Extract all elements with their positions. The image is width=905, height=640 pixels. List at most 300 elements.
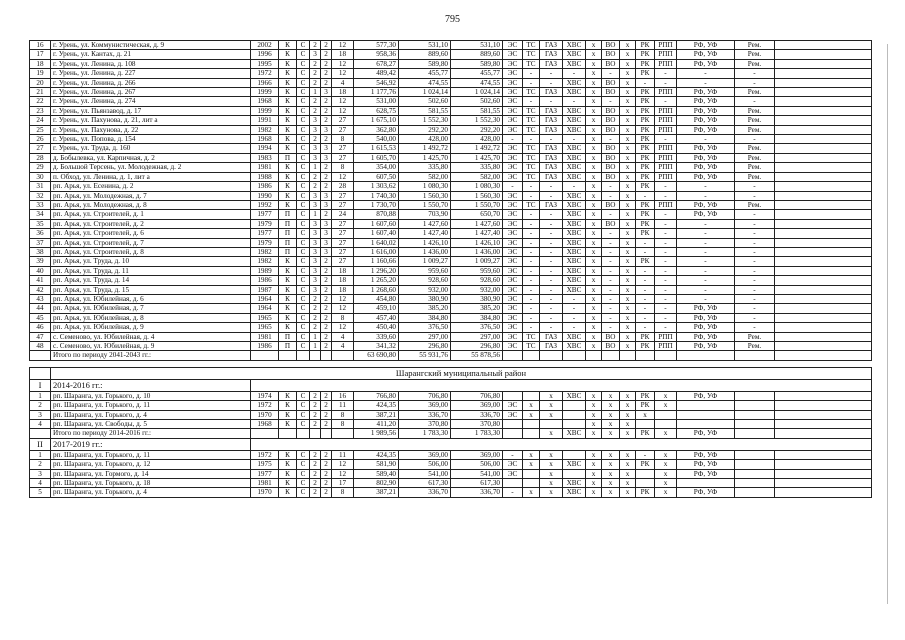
cell-a: 2 [310,410,321,419]
cell-year: 1964 [251,294,279,303]
cell-area1: 1 265,20 [354,276,399,285]
cell-year: 1977 [251,229,279,238]
cell-gaz: - [540,238,563,247]
cell-rpp: РПП [655,200,677,209]
period-row-2 [30,438,872,450]
cell-rk: РК [636,69,655,78]
cell-area2: 959,60 [399,266,451,275]
cell-area3: 1 492,72 [451,144,503,153]
cell-rk: - [636,285,655,294]
cell-wall: К [279,182,297,191]
cell-rk: РК [636,172,655,181]
cell-rpp: х [655,450,677,459]
cell-rf: РФ, УФ [677,323,735,332]
cell-addr: рп. Арья, ул. Труда, д. 14 [51,276,251,285]
cell-area1: 577,30 [354,41,399,50]
cell-year: 1981 [251,332,279,341]
cell-year: 2002 [251,41,279,50]
cell-x3: х [620,41,636,50]
cell-area2: 1 550,70 [399,200,451,209]
cell-a: 2 [310,323,321,332]
cell-cls: С [297,191,310,200]
cell-apts: 4 [332,332,354,341]
cell-ts: ТС [523,153,540,162]
cell-x3: х [620,153,636,162]
cell-addr: г. Урень, ул. Кантах, д. 21 [51,50,251,59]
cell-year: 1988 [251,172,279,181]
cell-hvs: - [563,97,586,106]
cell-empty [775,304,872,313]
cell-ts: - [523,304,540,313]
cell-hvs: ХВС [563,219,586,228]
cell-apts: 4 [332,78,354,87]
cell-area3: 1 080,30 [451,182,503,191]
cell-b: 2 [321,182,332,191]
cell-es: ЭС [503,285,523,294]
cell-n: 3 [30,410,51,419]
cell-empty [775,116,872,125]
cell-rf: РФ, УФ [677,41,735,50]
cell-es: ЭС [503,163,523,172]
cell-ts: - [523,276,540,285]
cell-area1: 531,00 [354,97,399,106]
cell-rem [735,420,775,429]
cell-area3: 428,00 [451,135,503,144]
cell-rpp: - [655,304,677,313]
cell-hvs: ХВС [563,257,586,266]
cell-year: 1964 [251,304,279,313]
cell-apts: 12 [332,323,354,332]
cell-gaz: - [540,97,563,106]
cell-rf: - [677,135,735,144]
cell-area1: 354,00 [354,163,399,172]
cell-rpp: РПП [655,116,677,125]
cell-rpp: - [655,229,677,238]
cell-gvs: х [586,313,602,322]
cell-es: ЭС [503,266,523,275]
cell-vo: ВО [602,50,620,59]
cell-wall: К [279,200,297,209]
cell-x3: х [620,219,636,228]
cell-vo: х [602,401,620,410]
cell-a: 3 [310,50,321,59]
cell-wall: К [279,144,297,153]
cell-ts: ТС [523,342,540,351]
cell-rk: РК [636,97,655,106]
cell-area2: 369,00 [399,450,451,459]
cell-ts: ТС [523,163,540,172]
cell-hvs: - [563,182,586,191]
cell-area2: 474,55 [399,78,451,87]
cell-area3: 1 560,30 [451,191,503,200]
cell-ts: ТС [523,200,540,209]
cell-cls: С [297,313,310,322]
cell-b: 2 [321,97,332,106]
cell-a: 2 [310,304,321,313]
cell-empty [775,342,872,351]
cell-vo: х [602,450,620,459]
period-label: 2017-2019 гг.: [51,438,251,450]
cell-cls: С [297,450,310,459]
cell-year: 1968 [251,97,279,106]
table-row [30,410,872,419]
cell-rem: - [735,238,775,247]
cell-a: 2 [310,41,321,50]
cell-b: 2 [321,323,332,332]
cell-rpp [655,420,677,429]
cell-area3: 384,80 [451,313,503,322]
cell-b: 2 [321,391,332,400]
cell-cls: С [297,332,310,341]
cell-gaz: ГАЗ [540,125,563,134]
cell-vo: ВО [602,200,620,209]
cell-empty [775,257,872,266]
cell-hvs: - [563,135,586,144]
cell-gaz: - [540,210,563,219]
cell-apts: 12 [332,41,354,50]
cell-cls: С [297,50,310,59]
cell-year: 1974 [251,391,279,400]
cell-cls: С [297,294,310,303]
cell-es: ЭС [503,125,523,134]
cell-ts [523,469,540,478]
cell-x3: х [620,78,636,87]
cell-es: ЭС [503,304,523,313]
cell-area2: 428,00 [399,135,451,144]
cell-gaz: - [540,285,563,294]
cell-cls: С [297,88,310,97]
cell-rpp: - [655,266,677,275]
district-header [30,360,872,391]
cell-b: 2 [321,294,332,303]
cell-apts: 11 [332,401,354,410]
cell-n: 20 [30,78,51,87]
cell-hvs: ХВС [563,276,586,285]
cell-hvs: ХВС [563,163,586,172]
cell-n: 35 [30,219,51,228]
cell-rpp [655,410,677,419]
table-row [30,257,872,266]
cell-addr: рп. Арья, ул. Юбилейная, д. 6 [51,294,251,303]
cell-gvs: х [586,59,602,68]
cell-rf: - [677,276,735,285]
cell-rem: Рем. [735,332,775,341]
cell-n: 46 [30,323,51,332]
cell-area2: 369,00 [399,401,451,410]
cell-ts: ТС [523,116,540,125]
cell-b: 2 [321,401,332,410]
cell-rk: - [636,323,655,332]
cell-ts: ТС [523,172,540,181]
cell-wall: К [279,391,297,400]
cell-rf: - [677,294,735,303]
cell-gvs: х [586,247,602,256]
period-number: II [30,438,51,450]
cell-gvs: х [586,191,602,200]
cell-x3: х [620,88,636,97]
cell-cls: С [297,106,310,115]
cell-apts: 12 [332,106,354,115]
cell-rf: РФ, УФ [677,332,735,341]
cell-rf: РФ, УФ [677,469,735,478]
cell-x3: х [620,460,636,469]
cell-n: 36 [30,229,51,238]
cell-rk: РК [636,144,655,153]
cell-a: 1 [310,210,321,219]
cell-rf: - [677,219,735,228]
cell-rk: РК [636,488,655,497]
cell-rem: - [735,323,775,332]
cell-area1: 546,92 [354,78,399,87]
cell-area3: 1 427,40 [451,229,503,238]
cell-es: ЭС [503,460,523,469]
cell-rk: РК [636,153,655,162]
cell-hvs [563,450,586,459]
cell-a: 2 [310,450,321,459]
table-row [30,210,872,219]
cell-rf: РФ, УФ [677,488,735,497]
cell-area2: 706,80 [399,391,451,400]
page-number: 795 [445,14,460,25]
cell-area1: 362,80 [354,125,399,134]
cell-x3: х [620,163,636,172]
table-row [30,219,872,228]
cell-year: 1999 [251,88,279,97]
cell-addr: рп. Арья, ул. Молодежная, д. 7 [51,191,251,200]
cell-addr: д. Бобылевка, ул. Карпичная, д. 2 [51,153,251,162]
cell-ts: - [523,266,540,275]
cell-apts: 27 [332,229,354,238]
cell-rk: - [636,450,655,459]
cell-rem [735,479,775,488]
cell-es: - [503,182,523,191]
cell-ts: ТС [523,125,540,134]
cell-empty [775,247,872,256]
cell-vo: - [602,247,620,256]
cell-apts: 18 [332,50,354,59]
cell-rf: РФ, УФ [677,210,735,219]
cell-a: 3 [310,285,321,294]
cell-wall: К [279,469,297,478]
cell-area2: 370,80 [399,420,451,429]
cell-rk: - [636,313,655,322]
cell-gvs: х [586,50,602,59]
cell-area3: 335,80 [451,163,503,172]
cell-a: 1 [310,88,321,97]
table-row [30,182,872,191]
cell-addr: рп. Шаранга, ул. Горького, д. 11 [51,450,251,459]
cell-addr: рп. Шаранга, ул. Горького, д. 4 [51,488,251,497]
cell-area3: 889,60 [451,50,503,59]
cell-es: ЭС [503,59,523,68]
cell-area1: 339,60 [354,332,399,341]
cell-area3: 928,60 [451,276,503,285]
cell-b: 2 [321,210,332,219]
cell-area3: 650,70 [451,210,503,219]
cell-rf: РФ, УФ [677,172,735,181]
cell-rem: Рем. [735,88,775,97]
cell-gaz: ГАЗ [540,163,563,172]
cell-gaz: х [540,401,563,410]
cell-rpp: РПП [655,153,677,162]
cell-wall: П [279,247,297,256]
cell-ts: - [523,285,540,294]
cell-rf: РФ, УФ [677,116,735,125]
cell-ts: - [523,135,540,144]
cell-wall: К [279,285,297,294]
cell-n: 22 [30,97,51,106]
cell-gaz: х [540,450,563,459]
cell-addr: рп. Арья, ул. Строителей, д. 8 [51,247,251,256]
total-rk: РК [636,429,655,438]
cell-ts: ТС [523,332,540,341]
cell-wall: П [279,238,297,247]
table-row [30,313,872,322]
cell-rpp: РПП [655,59,677,68]
cell-vo: ВО [602,172,620,181]
cell-apts: 12 [332,294,354,303]
cell-rf: РФ, УФ [677,304,735,313]
cell-wall: К [279,410,297,419]
cell-rpp: - [655,276,677,285]
table-row [30,97,872,106]
cell-wall: К [279,97,297,106]
cell-gvs: х [586,41,602,50]
cell-x3: х [620,238,636,247]
cell-gvs: х [586,410,602,419]
cell-gvs: х [586,78,602,87]
cell-a: 3 [310,238,321,247]
cell-gaz: - [540,266,563,275]
cell-area2: 582,00 [399,172,451,181]
cell-rpp: х [655,479,677,488]
cell-area3: 292,20 [451,125,503,134]
cell-x3: х [620,59,636,68]
cell-rem [735,488,775,497]
cell-rpp: - [655,247,677,256]
cell-rem: Рем. [735,153,775,162]
cell-area1: 387,21 [354,488,399,497]
cell-vo: - [602,266,620,275]
cell-es: ЭС [503,116,523,125]
cell-year: 1968 [251,135,279,144]
cell-gaz: - [540,294,563,303]
cell-cls: С [297,182,310,191]
cell-rem: Рем. [735,163,775,172]
cell-n: 31 [30,182,51,191]
cell-rpp: - [655,191,677,200]
cell-area2: 703,90 [399,210,451,219]
cell-area2: 1 492,72 [399,144,451,153]
cell-addr: с. Семеново, ул. Юбилейная, д. 4 [51,332,251,341]
cell-vo: - [602,304,620,313]
cell-vo: ВО [602,88,620,97]
cell-wall: К [279,257,297,266]
cell-apts: 27 [332,219,354,228]
cell-year: 1981 [251,479,279,488]
cell-empty [775,41,872,50]
table-row [30,294,872,303]
cell-area3: 617,30 [451,479,503,488]
cell-cls: С [297,210,310,219]
cell-a: 2 [310,488,321,497]
cell-apts: 18 [332,285,354,294]
cell-empty [775,97,872,106]
cell-area1: 454,80 [354,294,399,303]
cell-year: 1965 [251,323,279,332]
cell-rpp: - [655,69,677,78]
cell-a: 3 [310,191,321,200]
cell-cls: С [297,69,310,78]
cell-x3: х [620,266,636,275]
cell-addr: рп. Арья, ул. Строителей, д. 1 [51,210,251,219]
cell-ts: - [523,247,540,256]
cell-area3: 1 009,27 [451,257,503,266]
cell-b: 2 [321,342,332,351]
cell-hvs: ХВС [563,144,586,153]
cell-x3: х [620,135,636,144]
cell-gvs: х [586,401,602,410]
table-row [30,469,872,478]
cell-rpp: - [655,294,677,303]
cell-year: 1972 [251,450,279,459]
total-hvs: ХВС [563,429,586,438]
cell-area2: 336,70 [399,488,451,497]
cell-hvs: - [563,313,586,322]
cell-addr: рп. Арья, ул. Труда, д. 15 [51,285,251,294]
cell-es [503,420,523,429]
district-title: Шарангский муниципальный район [51,367,872,379]
cell-area3: 1 550,70 [451,200,503,209]
table-row [30,460,872,469]
cell-addr: рп. Арья, ул. Юбилейная, д. 8 [51,313,251,322]
cell-x3: х [620,125,636,134]
cell-vo: - [602,191,620,200]
cell-hvs: ХВС [563,266,586,275]
cell-rk: - [636,78,655,87]
block-2017-2019 [30,450,872,497]
cell-rk: РК [636,182,655,191]
table-row [30,200,872,209]
cell-vo: ВО [602,41,620,50]
cell-es: ЭС [503,313,523,322]
cell-wall: П [279,153,297,162]
cell-ts: - [523,238,540,247]
cell-rk [636,469,655,478]
cell-es [503,479,523,488]
cell-es: ЭС [503,78,523,87]
cell-rk: РК [636,219,655,228]
cell-hvs: ХВС [563,88,586,97]
cell-gvs: х [586,460,602,469]
cell-gaz: ГАЗ [540,332,563,341]
cell-cls: С [297,304,310,313]
cell-a: 1 [310,342,321,351]
total-area-3: 1 783,30 [451,429,503,438]
cell-cls: С [297,469,310,478]
cell-gaz: х [540,460,563,469]
cell-es: ЭС [503,41,523,50]
cell-vo: х [602,391,620,400]
cell-area1: 1 303,62 [354,182,399,191]
cell-rpp: - [655,238,677,247]
cell-b: 2 [321,420,332,429]
cell-apts: 8 [332,488,354,497]
cell-empty [775,238,872,247]
table-row [30,332,872,341]
cell-n: 21 [30,88,51,97]
cell-gvs: х [586,332,602,341]
